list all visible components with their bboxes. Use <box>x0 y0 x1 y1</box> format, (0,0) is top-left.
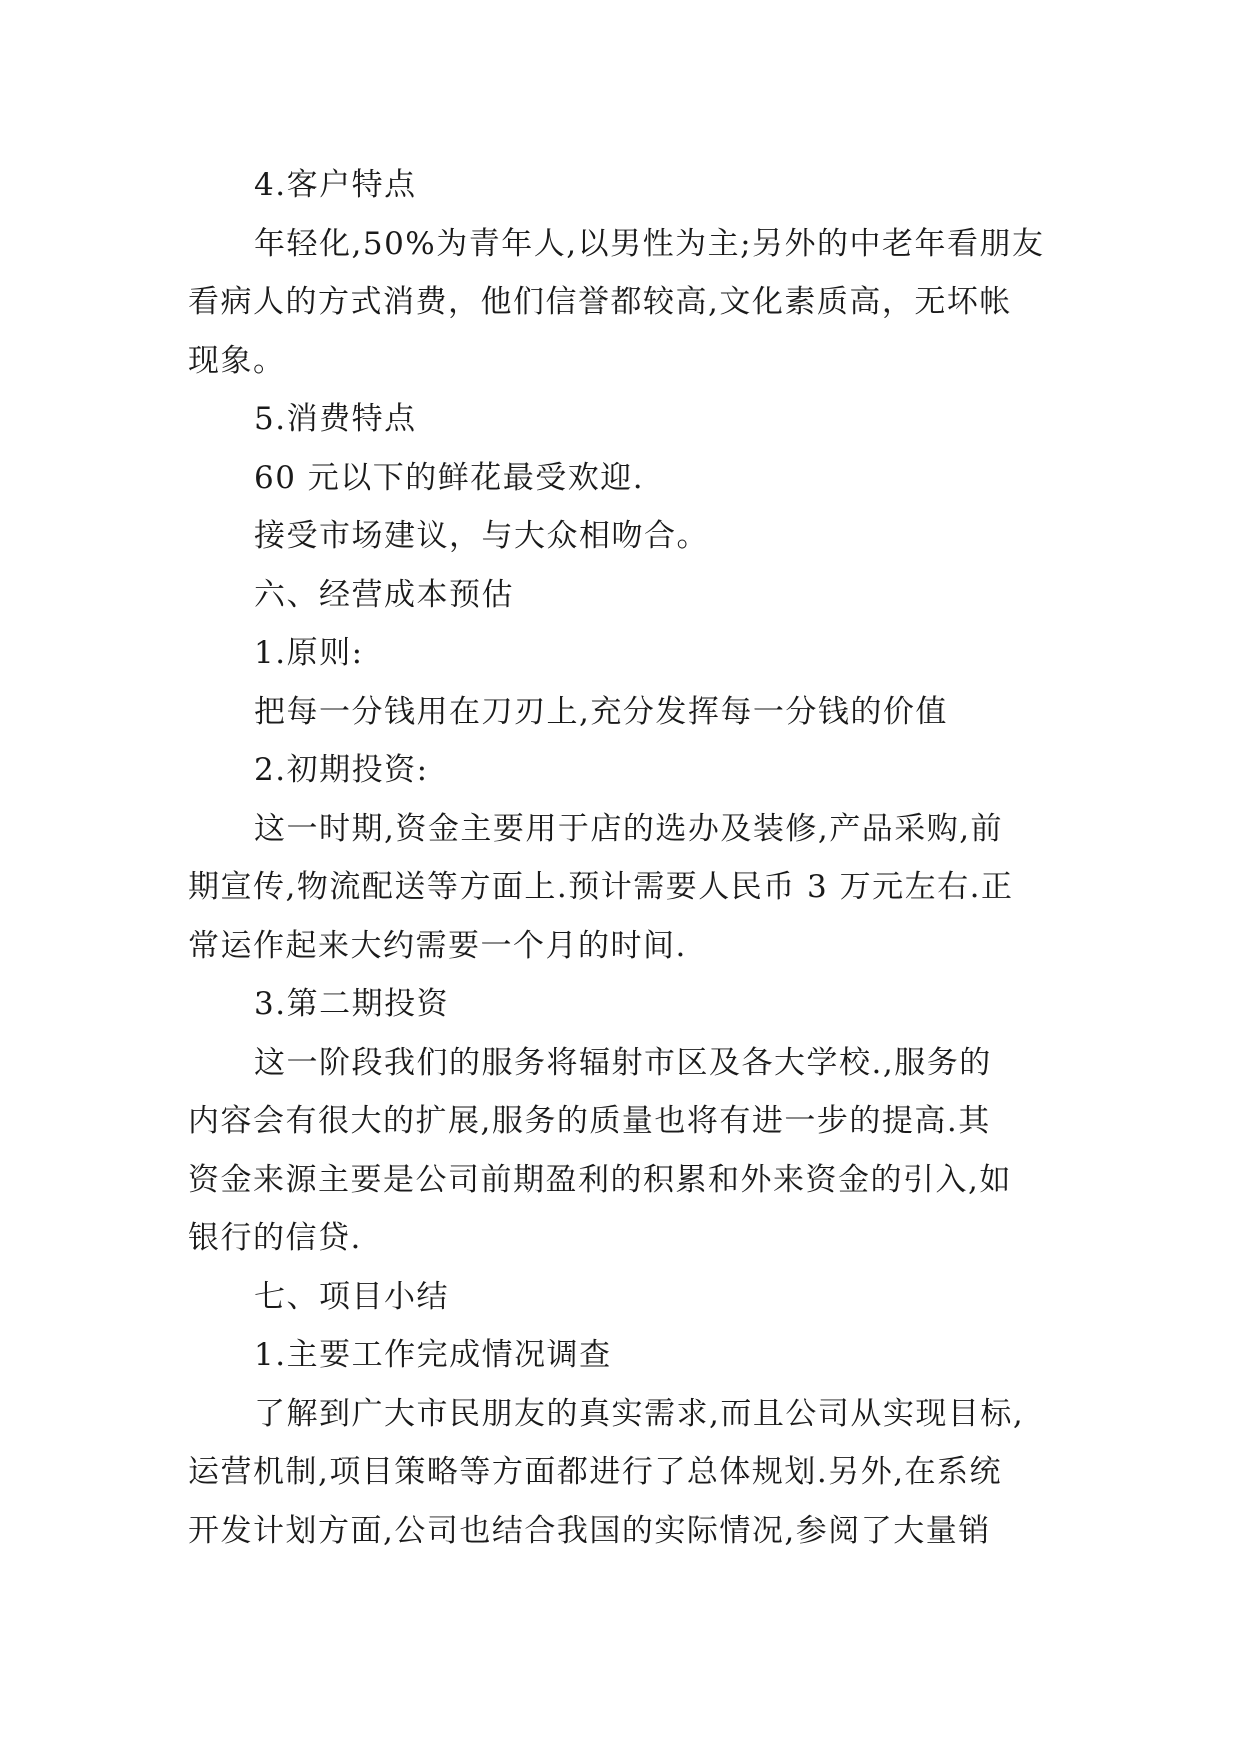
text-line: 年轻化,50%为青年人,以男性为主;另外的中老年看朋友 <box>254 225 1045 262</box>
text-line: 运营机制,项目策略等方面都进行了总体规划.另外,在系统 <box>188 1454 1003 1490</box>
text-line: 这一阶段我们的服务将辐射市区及各大学校.,服务的 <box>254 1044 992 1081</box>
text-line: 常运作起来大约需要一个月的时间. <box>188 927 687 964</box>
text-line: 银行的信贷. <box>188 1220 362 1256</box>
text-line: 接受市场建议，与大众相吻合。 <box>254 518 709 554</box>
text-line: 资金来源主要是公司前期盈利的积累和外来资金的引入,如 <box>188 1161 1012 1198</box>
text-line: 了解到广大市民朋友的真实需求,而且公司从实现目标, <box>254 1395 1025 1432</box>
text-line: 看病人的方式消费，他们信誉都较高,文化素质高，无坏帐 <box>188 284 1012 320</box>
text-line: 现象。 <box>188 342 286 379</box>
text-line: 4.客户特点 <box>254 167 417 203</box>
text-line: 六、经营成本预估 <box>254 576 514 613</box>
text-line: 七、项目小结 <box>254 1278 449 1315</box>
text-line: 内容会有很大的扩展,服务的质量也将有进一步的提高.其 <box>188 1103 991 1139</box>
text-line: 这一时期,资金主要用于店的选办及装修,产品采购,前 <box>254 810 1004 847</box>
text-line: 3.第二期投资 <box>254 986 450 1022</box>
text-line: 期宣传,物流配送等方面上.预计需要人民币 3 万元左右.正 <box>188 869 1014 905</box>
document-body <box>188 156 1068 1560</box>
text-line: 1.原则: <box>254 635 364 671</box>
text-line: 把每一分钱用在刀刃上,充分发挥每一分钱的价值 <box>254 693 948 730</box>
text-line: 60 元以下的鲜花最受欢迎. <box>254 459 645 496</box>
text-line: 1.主要工作完成情况调查 <box>254 1337 612 1373</box>
text-line: 开发计划方面,公司也结合我国的实际情况,参阅了大量销 <box>188 1512 991 1549</box>
text-line: 5.消费特点 <box>254 401 417 437</box>
text-line: 2.初期投资: <box>254 752 429 788</box>
